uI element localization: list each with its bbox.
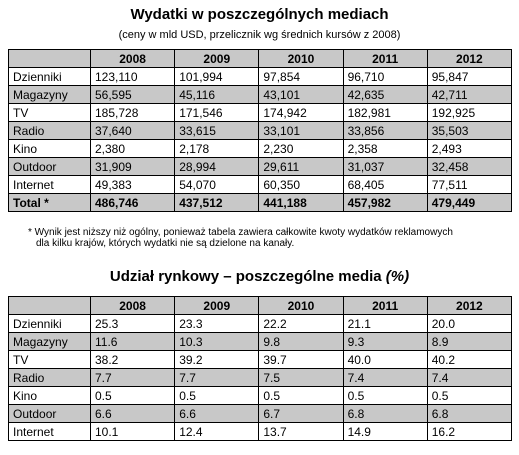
table-cell: 2,178 xyxy=(175,140,259,158)
table-row xyxy=(9,405,512,423)
table-cell: 31,037 xyxy=(343,158,427,176)
table-cell: 457,982 xyxy=(343,194,427,212)
table-cell: 33,615 xyxy=(175,122,259,140)
table-cell: 2,358 xyxy=(343,140,427,158)
table-cell: 2,493 xyxy=(427,140,511,158)
table-cell: 40.2 xyxy=(427,351,511,369)
table-cell: 11.6 xyxy=(91,333,175,351)
table-cell: 21.1 xyxy=(343,315,427,333)
table-cell: 7.7 xyxy=(91,369,175,387)
table-cell: 60,350 xyxy=(259,176,343,194)
table-cell: 49,383 xyxy=(91,176,175,194)
year-header: 2010 xyxy=(259,297,343,315)
row-label: Dzienniki xyxy=(9,315,91,333)
table-cell: 185,728 xyxy=(91,104,175,122)
year-header: 2012 xyxy=(427,50,511,68)
row-label: Kino xyxy=(9,140,91,158)
table-row xyxy=(9,351,512,369)
table-cell: 25.3 xyxy=(91,315,175,333)
table-cell: 68,405 xyxy=(343,176,427,194)
table-cell: 486,746 xyxy=(91,194,175,212)
table-row xyxy=(9,140,512,158)
spending-footnote xyxy=(28,227,498,249)
row-label: Internet xyxy=(9,176,91,194)
row-label: TV xyxy=(9,351,91,369)
row-label: Radio xyxy=(9,122,91,140)
table-cell: 28,994 xyxy=(175,158,259,176)
year-header: 2008 xyxy=(91,50,175,68)
table-cell: 40.0 xyxy=(343,351,427,369)
year-header: 2012 xyxy=(427,297,511,315)
year-header: 2008 xyxy=(91,297,175,315)
table-cell: 0.5 xyxy=(343,387,427,405)
share-title xyxy=(0,268,519,285)
table-cell: 171,546 xyxy=(175,104,259,122)
table-cell: 123,110 xyxy=(91,68,175,86)
total-row xyxy=(9,194,512,212)
table-cell: 23.3 xyxy=(175,315,259,333)
year-header: 2009 xyxy=(175,297,259,315)
table-cell: 0.5 xyxy=(427,387,511,405)
table-cell: 45,116 xyxy=(175,86,259,104)
table-cell: 38.2 xyxy=(91,351,175,369)
table-cell: 9.3 xyxy=(343,333,427,351)
row-label: Kino xyxy=(9,387,91,405)
year-header: 2010 xyxy=(259,50,343,68)
table-cell: 13.7 xyxy=(259,423,343,441)
table-cell: 182,981 xyxy=(343,104,427,122)
footnote-line: * Wynik jest niższy niż ogólny, ponieważ tabela zawiera całkowite kwoty wydatków reklamowych xyxy=(28,227,453,238)
table-cell: 37,640 xyxy=(91,122,175,140)
table-cell: 33,856 xyxy=(343,122,427,140)
row-label: TV xyxy=(9,104,91,122)
share-table xyxy=(8,296,512,441)
year-header: 2011 xyxy=(343,297,427,315)
table-row xyxy=(9,333,512,351)
table-cell: 8.9 xyxy=(427,333,511,351)
table-cell: 77,511 xyxy=(427,176,511,194)
table-cell: 7.4 xyxy=(427,369,511,387)
table-cell: 2,230 xyxy=(259,140,343,158)
table-cell: 56,595 xyxy=(91,86,175,104)
table-cell: 9.8 xyxy=(259,333,343,351)
table-cell: 6.8 xyxy=(343,405,427,423)
year-header: 2009 xyxy=(175,50,259,68)
row-label: Internet xyxy=(9,423,91,441)
table-cell: 35,503 xyxy=(427,122,511,140)
table-cell: 0.5 xyxy=(175,387,259,405)
table-cell: 95,847 xyxy=(427,68,511,86)
table-row xyxy=(9,104,512,122)
table-row xyxy=(9,423,512,441)
table-cell: 479,449 xyxy=(427,194,511,212)
table-cell: 20.0 xyxy=(427,315,511,333)
table-cell: 33,101 xyxy=(259,122,343,140)
table-cell: 22.2 xyxy=(259,315,343,333)
row-label: Outdoor xyxy=(9,405,91,423)
table-cell: 2,380 xyxy=(91,140,175,158)
table-cell: 0.5 xyxy=(259,387,343,405)
table-row xyxy=(9,315,512,333)
table-cell: 7.5 xyxy=(259,369,343,387)
table-cell: 54,070 xyxy=(175,176,259,194)
table-row xyxy=(9,68,512,86)
spending-title: Wydatki w poszczególnych mediach xyxy=(130,6,389,23)
table-row xyxy=(9,387,512,405)
table-row xyxy=(9,158,512,176)
table-cell: 10.1 xyxy=(91,423,175,441)
table-cell: 31,909 xyxy=(91,158,175,176)
share-header-row xyxy=(9,297,512,315)
table-cell: 16.2 xyxy=(427,423,511,441)
table-cell: 43,101 xyxy=(259,86,343,104)
table-row xyxy=(9,369,512,387)
table-cell: 7.7 xyxy=(175,369,259,387)
header-corner xyxy=(9,297,91,315)
table-cell: 42,635 xyxy=(343,86,427,104)
table-cell: 101,994 xyxy=(175,68,259,86)
table-cell: 0.5 xyxy=(91,387,175,405)
row-label: Radio xyxy=(9,369,91,387)
spending-header-row xyxy=(9,50,512,68)
table-cell: 192,925 xyxy=(427,104,511,122)
share-title-text: Udział rynkowy – poszczególne media xyxy=(109,268,382,285)
table-cell: 12.4 xyxy=(175,423,259,441)
table-cell: 6.8 xyxy=(427,405,511,423)
table-cell: 96,710 xyxy=(343,68,427,86)
table-cell: 29,611 xyxy=(259,158,343,176)
table-cell: 7.4 xyxy=(343,369,427,387)
share-unit: (%) xyxy=(385,268,410,285)
table-cell: 39.7 xyxy=(259,351,343,369)
table-row xyxy=(9,86,512,104)
footnote-line: dla kilku krajów, których wydatki nie są dzielone na kanały. xyxy=(36,238,295,249)
table-cell: 437,512 xyxy=(175,194,259,212)
table-cell: 6.6 xyxy=(91,405,175,423)
table-cell: 14.9 xyxy=(343,423,427,441)
table-cell: 42,711 xyxy=(427,86,511,104)
table-cell: 441,188 xyxy=(259,194,343,212)
row-label: Dzienniki xyxy=(9,68,91,86)
spending-subtitle: (ceny w mld USD, przelicznik wg średnich kursów z 2008) xyxy=(118,29,401,41)
table-cell: 97,854 xyxy=(259,68,343,86)
table-cell: 10.3 xyxy=(175,333,259,351)
row-label: Outdoor xyxy=(9,158,91,176)
table-cell: 39.2 xyxy=(175,351,259,369)
table-cell: 32,458 xyxy=(427,158,511,176)
row-label: Magazyny xyxy=(9,333,91,351)
row-label: Total * xyxy=(9,194,91,212)
year-header: 2011 xyxy=(343,50,427,68)
row-label: Magazyny xyxy=(9,86,91,104)
spending-table xyxy=(8,49,512,212)
table-cell: 6.7 xyxy=(259,405,343,423)
header-corner xyxy=(9,50,91,68)
table-row xyxy=(9,122,512,140)
table-cell: 6.6 xyxy=(175,405,259,423)
table-cell: 174,942 xyxy=(259,104,343,122)
table-row xyxy=(9,176,512,194)
